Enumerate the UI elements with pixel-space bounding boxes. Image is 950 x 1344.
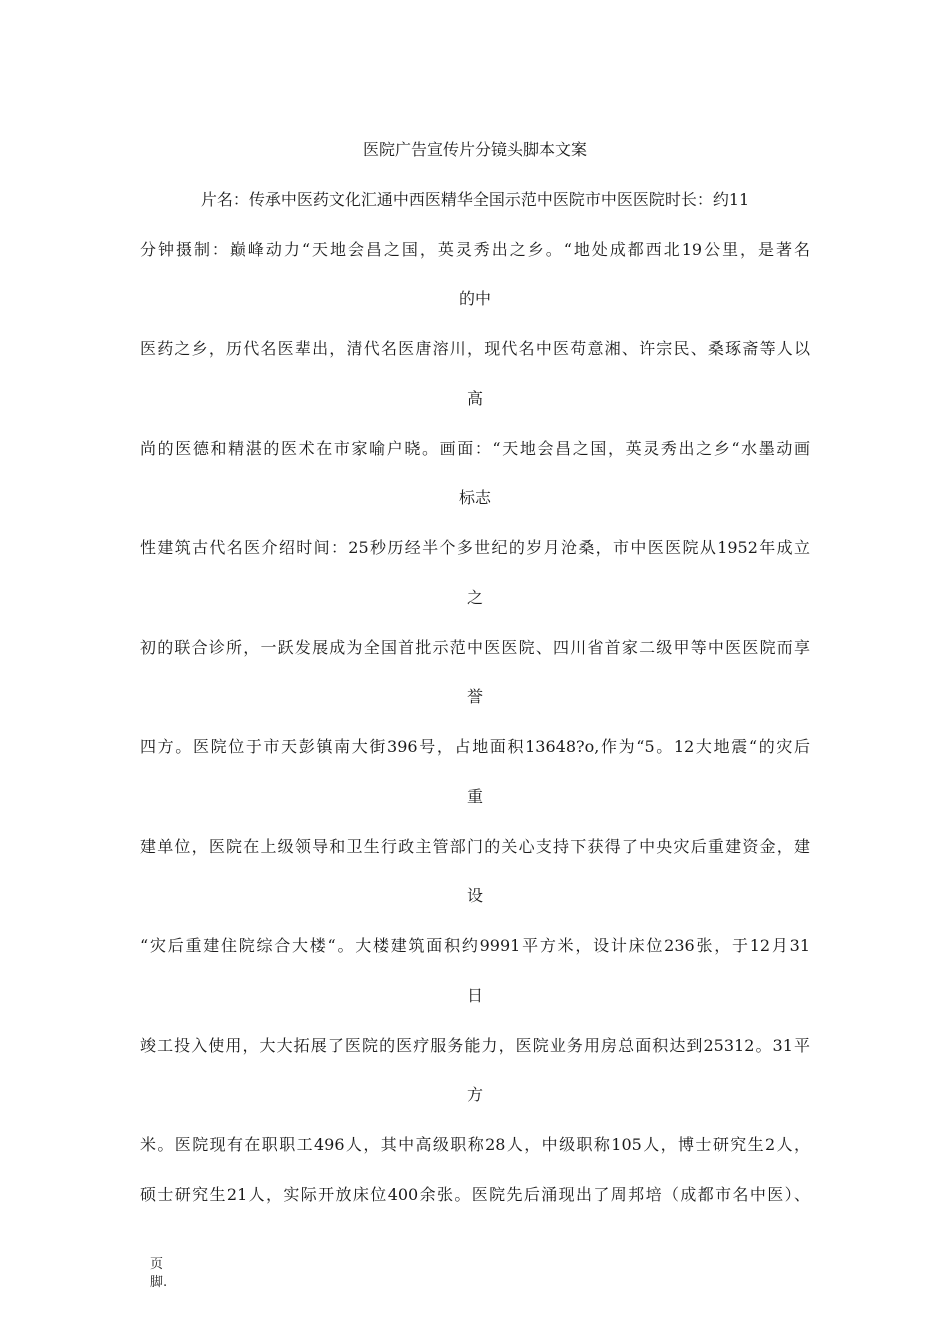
footer-line: 脚. xyxy=(150,1275,168,1290)
paragraph-line: 性建筑古代名医介绍时间：25秒历经半个多世纪的岁月沧桑，市中医医院从1952年成立 xyxy=(140,538,810,557)
paragraph-line: 誉 xyxy=(466,687,483,706)
paragraph-line: 方 xyxy=(466,1085,483,1104)
paragraph-line: 建单位，医院在上级领导和卫生行政主管部门的关心支持下获得了中央灾后重建资金，建 xyxy=(140,837,810,856)
paragraph-line: 硕士研究生21人，实际开放床位400余张。医院先后涌现出了周邦培（成都市名中医）、 xyxy=(140,1185,810,1204)
paragraph-line: 四方。医院位于市天彭镇南大街396号，占地面积13648?o,作为“5。12大地震“的灾后 xyxy=(140,737,810,756)
paragraph-line: 医药之乡，历代名医辈出，清代名医唐溶川，现代名中医苟意湘、许宗民、桑琢斋等人以 xyxy=(140,339,810,358)
document-title: 医院广告宣传片分镜头脚本文案 xyxy=(362,140,587,159)
footer-line: 页 xyxy=(150,1257,164,1272)
paragraph-line: 标志 xyxy=(458,488,491,507)
page-footer xyxy=(150,1256,167,1292)
paragraph-line: 竣工投入使用，大大拓展了医院的医疗服务能力，医院业务用房总面积达到25312。31平 xyxy=(140,1036,810,1055)
paragraph-line: 分钟摄制：巅峰动力“天地会昌之国，英灵秀出之乡。“地处成都西北19公里，是著名 xyxy=(140,240,810,259)
paragraph-line: 日 xyxy=(466,986,483,1005)
paragraph-line: 重 xyxy=(466,787,483,806)
paragraph-line: 之 xyxy=(466,588,483,607)
paragraph-line: 米。医院现有在职职工496人，其中高级职称28人，中级职称105人，博士研究生2人， xyxy=(140,1135,810,1154)
paragraph-line: 设 xyxy=(466,886,483,905)
paragraph-line: 的中 xyxy=(458,289,491,308)
paragraph-line: “灾后重建住院综合大楼“。大楼建筑面积约9991平方米，设计床位236张，于12月31 xyxy=(140,936,810,955)
paragraph-line: 片名：传承中医药文化汇通中西医精华全国示范中医院市中医医院时长：约11 xyxy=(200,190,750,209)
paragraph-line: 初的联合诊所，一跃发展成为全国首批示范中医医院、四川省首家二级甲等中医医院而享 xyxy=(140,638,810,657)
paragraph-line: 高 xyxy=(466,389,483,408)
paragraph-line: 尚的医德和精湛的医术在市家喻户晓。画面：“天地会昌之国，英灵秀出之乡“水墨动画 xyxy=(140,439,810,458)
